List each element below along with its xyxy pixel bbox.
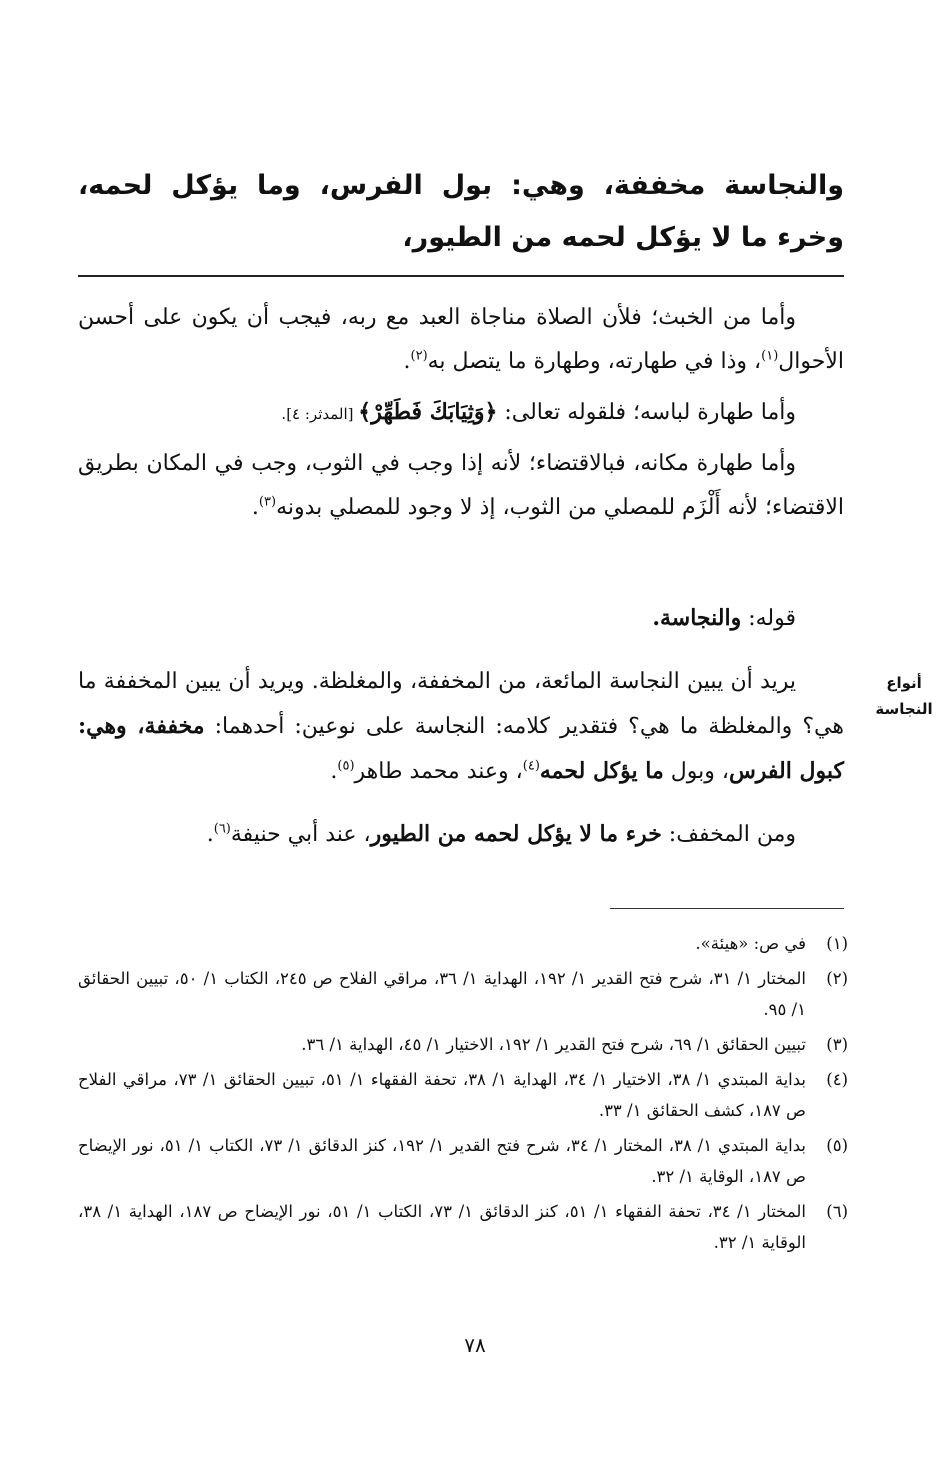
footnote-separator-rule — [610, 908, 844, 909]
paragraph-text: . — [206, 822, 214, 847]
qawluhu-heading — [78, 596, 844, 641]
footnote-ref-2[interactable]: (٢) — [410, 348, 428, 364]
footnote-item — [78, 963, 848, 1025]
paragraph-text: . — [251, 495, 259, 520]
quoted-matn: ما يؤكل لحمه — [539, 758, 664, 784]
footnote-ref-4[interactable]: (٤) — [522, 758, 540, 774]
margin-note — [868, 670, 940, 722]
paragraph-text: وأما من الخبث؛ فلأن الصلاة مناجاة العبد مع ربه، فيجب أن يكون على أحسن الأحوال — [78, 305, 844, 374]
paragraph-text: ، وعند محمد طاهر — [354, 759, 523, 784]
paragraph-text: يريد أن يبين النجاسة المائعة، من المخففة، والمغلظة. ويريد أن يبين المخففة ما هي؟ والمغلظة ما هي؟ فتقدير كلامه: النجاسة على نوعين: أحدهما: — [78, 669, 844, 739]
footnote-text: في ص: «هيئة». — [695, 934, 806, 953]
paragraph-text: . — [330, 759, 338, 784]
footnote-item — [78, 1064, 848, 1126]
footnote-number: (٥) — [826, 1136, 848, 1155]
paragraph-place — [78, 442, 844, 530]
quoted-matn: مخففة، وهي: كبول الفرس — [78, 713, 844, 784]
footnote-number: (٤) — [826, 1070, 848, 1089]
footnote-text: بداية المبتدي ١/ ٣٨، الاختيار ١/ ٣٤، الهداية ١/ ٣٨، تحفة الفقهاء ١/ ٥١، تبيين الحقائق ١/ ٧٣، مراقي الفلاح ص ١٨٧، كشف الحقائق ١/ ٣٣. — [78, 1070, 806, 1120]
footnote-number: (٦) — [826, 1202, 848, 1221]
footnote-text: بداية المبتدي ١/ ٣٨، المختار ١/ ٣٤، شرح فتح القدير ١/ ١٩٢، كنز الدقائق ١/ ٧٣، الكتاب ١/ ٥١، نور الإيضاح ص ١٨٧، الوقاية ١/ ٣٢. — [78, 1136, 806, 1186]
paragraph-text: ، وذا في طهارته، وطهارة ما يتصل به — [427, 349, 762, 374]
paragraph-text: قوله: — [741, 606, 796, 631]
paragraph-purity-from-filth — [78, 296, 844, 384]
footnote-ref-5[interactable]: (٥) — [337, 758, 355, 774]
footnote-ref-3[interactable]: (٣) — [258, 494, 277, 510]
footnote-number: (١) — [826, 934, 848, 953]
quoted-matn: خرء ما لا يؤكل لحمه من الطيور — [370, 821, 662, 847]
commentary-block-2 — [78, 660, 844, 857]
paragraph-text: . — [403, 349, 411, 374]
footnote-text: المختار ١/ ٣٤، تحفة الفقهاء ١/ ٥١، كنز الدقائق ١/ ٧٣، الكتاب ١/ ٥١، نور الإيضاح ص ١٨٧، الهداية ١/ ٣٨، الوقاية ١/ ٣٢. — [78, 1202, 806, 1252]
quran-verse: ﴿وَثِيَابَكَ فَطَهِّرْ﴾ — [358, 399, 498, 425]
paragraph-text: ومن المخفف: — [661, 822, 796, 847]
quoted-matn: والنجاسة. — [652, 605, 742, 631]
paragraph-text: ، عند أبي حنيفة — [230, 822, 371, 847]
matn-separator-rule — [78, 275, 844, 277]
paragraph-text: وأما طهارة لباسه؛ فلقوله تعالى: — [497, 400, 796, 425]
footnote-item — [78, 1029, 848, 1060]
page-number: ٧٨ — [464, 1333, 486, 1357]
footnote-item — [78, 1196, 848, 1258]
paragraph-text: وأما طهارة مكانه، فبالاقتضاء؛ لأنه إذا وجب في الثوب، وجب في المكان بطريق الاقتضاء؛ لأنه أَلْزَم للمصلي من الثوب، إذ لا وجود للمصلي بدونه — [78, 451, 844, 520]
footnote-ref-6[interactable]: (٦) — [213, 821, 231, 837]
paragraph-qawluhu — [78, 596, 844, 641]
paragraph-clothing — [78, 390, 844, 436]
footnote-number: (٣) — [826, 1035, 848, 1054]
footnotes — [78, 928, 848, 1262]
paragraph-light-impurity — [78, 812, 844, 857]
footnote-ref-1[interactable]: (١) — [761, 348, 779, 364]
margin-note-line: النجاسة — [875, 700, 933, 718]
matn-text — [78, 160, 844, 264]
footnote-text: المختار ١/ ٣١، شرح فتح القدير ١/ ١٩٢، الهداية ١/ ٣٦، مراقي الفلاح ص ٢٤٥، الكتاب ١/ ٥٠، تبيين الحقائق ١/ ٩٥. — [78, 969, 806, 1019]
footnote-item — [78, 928, 848, 959]
footnote-text: تبيين الحقائق ١/ ٦٩، شرح فتح القدير ١/ ١٩٢، الاختيار ١/ ٤٥، الهداية ١/ ٣٦. — [301, 1035, 806, 1054]
margin-note-line: أنواع — [886, 674, 922, 692]
footnote-item — [78, 1130, 848, 1192]
matn-line: والنجاسة مخففة، وهي: بول الفرس، وما يؤكل لحمه، وخرء ما لا يؤكل لحمه من الطيور، — [78, 170, 844, 253]
commentary-block-1 — [78, 296, 844, 530]
verse-reference: [المدثر: ٤]. — [281, 405, 359, 423]
paragraph-types — [78, 660, 844, 794]
footnote-number: (٢) — [826, 969, 848, 988]
paragraph-text: ، وبول — [663, 759, 729, 784]
